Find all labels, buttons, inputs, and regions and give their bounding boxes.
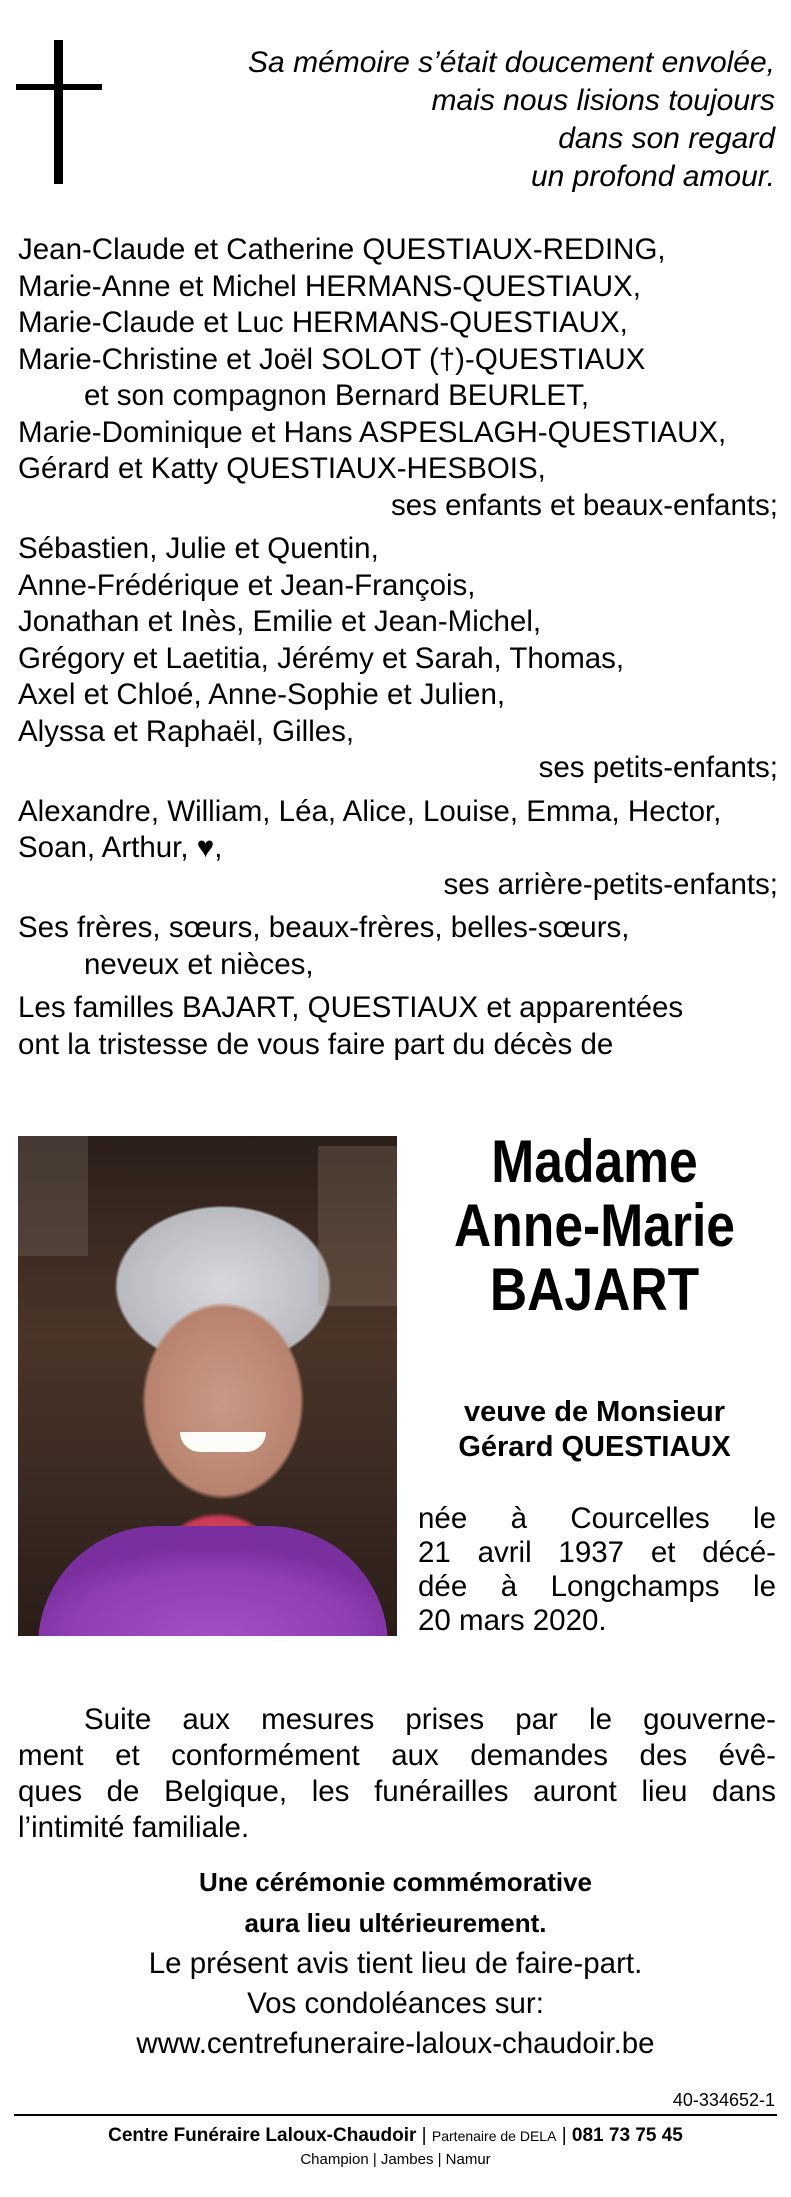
notice-line: ment et conformément aux demandes des évê- [18,1739,776,1772]
grandchild-line: Axel et Chloé, Anne-Sophie et Julien, [18,678,506,711]
closing-line: Vos condoléances sur: [247,1987,544,2020]
born-line: 20 mars 2020. [418,1604,607,1637]
grandchild-line: Alyssa et Raphaël, Gilles, [18,714,355,748]
children-label: ses enfants et beaux-enfants; [390,488,778,522]
child-line: Marie-Dominique et Hans ASPESLAGH-QUESTIAUX, [18,415,727,449]
ceremony-line: aura lieu ultérieurement. [244,1908,547,1938]
child-line: Jean-Claude et Catherine QUESTIAUX-REDING, [18,233,666,266]
grandchild-line: Grégory et Laetitia, Jérémy et Sarah, Thomas, [18,641,625,675]
born-line: dée à Longchamps le [418,1570,776,1603]
born-line: 21 avril 1937 et décé- [418,1536,776,1569]
great-grandchildren-label: ses arrière-petits-enfants; [443,867,778,901]
child-line: et son compagnon Bernard BEURLET, [84,379,590,412]
separator: | [421,2125,427,2146]
grandchild-line: Anne-Frédérique et Jean-François, [18,568,476,602]
siblings-line: Ses frères, sœurs, beaux-frères, belles-sœurs, [18,911,630,944]
great-grandchild-line: Soan, Arthur, ♥, [18,831,223,864]
ceremony-line: Une cérémonie commémorative [198,1867,593,1897]
funeral-home-footer [0,2124,791,2148]
phone-number: 081 73 75 45 [571,2125,683,2146]
poem-line: mais nous lisions toujours [431,84,775,117]
reference-number: 40-334652-1 [672,2090,775,2110]
child-line: Marie-Claude et Luc HERMANS-QUESTIAUX, [18,306,628,339]
notice-line: l’intimité familiale. [18,1811,250,1844]
notice-line: Suite aux mesures prises par le gouverne- [84,1703,776,1736]
poem-line: Sa mémoire s’était doucement envolée, [248,46,775,79]
partner-label: Partenaire de DELA [431,2128,557,2144]
child-line: Marie-Anne et Michel HERMANS-QUESTIAUX, [18,269,641,303]
portrait-photo [18,1136,397,1636]
siblings-line: neveux et nièces, [84,947,314,981]
families-line: Les familles BAJART, QUESTIAUX et apparentées [18,991,684,1024]
closing-line: Le présent avis tient lieu de faire-part. [148,1947,643,1980]
notice-line: ques de Belgique, les funérailles auront lieu dans [18,1775,776,1808]
condolences-url: www.centrefuneraire-laloux-chaudoir.be [136,2027,655,2060]
deceased-first-name: Anne-Marie [454,1192,735,1259]
poem-line: dans son regard [558,122,775,155]
birth-death-info [418,1502,776,1638]
family-list [18,232,778,1063]
child-line: Marie-Christine et Joël SOLOT (†)-QUESTIAUX [18,342,646,376]
deceased-last-name: BAJART [489,1256,700,1323]
deceased-name [438,1130,752,1322]
widow-line: veuve de Monsieur [463,1396,726,1428]
grandchild-line: Jonathan et Inès, Emilie et Jean-Michel, [18,605,542,638]
cross-icon [16,40,102,184]
widow-line: Gérard QUESTIAUX [458,1431,731,1463]
born-line: née à Courcelles le [418,1502,776,1535]
funeral-notice [18,1702,776,1846]
child-line: Gérard et Katty QUESTIAUX-HESBOIS, [18,452,546,485]
poem-line: un profond amour. [530,160,775,193]
families-line: ont la tristesse de vous faire part du décès de [18,1027,614,1061]
widow-of [412,1395,777,1465]
footer-locations: Champion | Jambes | Namur [300,2151,491,2168]
footer-divider [14,2114,777,2116]
separator: | [561,2125,567,2146]
great-grandchild-line: Alexandre, William, Léa, Alice, Louise, Emma, Hector, [18,794,722,828]
grandchild-line: Sébastien, Julie et Quentin, [18,532,379,565]
company-name: Centre Funéraire Laloux-Chaudoir [108,2125,417,2146]
memorial-poem [135,44,775,196]
grandchildren-label: ses petits-enfants; [538,751,778,784]
deceased-title: Madame [491,1128,698,1195]
ceremony-block [0,1862,791,2064]
